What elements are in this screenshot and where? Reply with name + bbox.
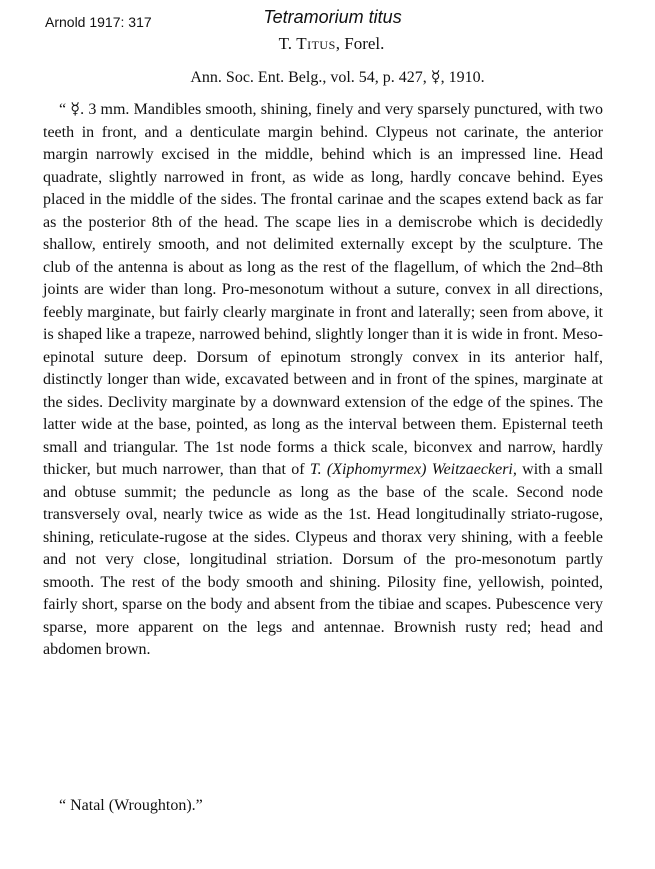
heading-prefix: T. (278, 34, 292, 53)
heading-name: Titus (296, 34, 336, 53)
bibliographic-reference: Ann. Soc. Ent. Belg., vol. 54, p. 427, ☿, 1910. (190, 69, 485, 86)
description-part-1: “ ☿. 3 mm. Mandibles smooth, shining, finely and very sparsely punctured, with two teeth in front, and a denticulate margin behind. Clypeus not carinate, the anterior margin narrowly excised in the middle, behind which is an impressed line. Head quadrate, slightly narrowed in front, as wide as long, hardly concave behind. Eyes placed in the middle of the sides. The frontal carinae and the scapes extend back as far as the posterior 8th of the head. The scape lies in a demiscrobe which is decidedly shallow, entirely smooth, and not delimited externally except by the sculpture. The club of the antenna is about as long as the rest of the flagellum, of which the 2nd–8th joints are wider than long. Pro-mesonotum without a suture, convex in all directions, feebly marginate, but fairly clearly marginate in front and laterally; seen from above, it is shaped like a trapeze, narrowed behind, slightly longer than it is wide in front. Meso-epinotal suture deep. Dorsum of epinotum strongly convex in its anterior half, distinctly longer than wide, excavated between and in front of the spines, marginate at the sides. Declivity marginate by a downward extension of the edge of the spines. The latter wide at the base, pointed, as long as the interval between them. Episternal teeth small and triangular. The 1st node forms a thick scale, biconvex and narrow, hardly thicker, but much narrower, than that of (43, 101, 603, 478)
species-description (43, 99, 603, 662)
description-part-2: with a small and obtuse summit; the peduncle as long as the base of the scale. Second node transversely oval, nearly twice as wide as the 1st. Head longitudinally striato-rugose, shining, reticulate-rugose at the sides. Clypeus and thorax very shining, with a feeble and not very close, longitudinal striation. Dorsum of the pro-mesonotum partly smooth. The rest of the body smooth and shining. Pilosity fine, yellowish, pointed, fairly short, sparse on the body and absent from the tibiae and scapes. Pubescence very sparse, more apparent on the legs and antennae. Brownish rusty red; head and abdomen brown. (43, 461, 603, 658)
locality-note: “ Natal (Wroughton).” (59, 797, 203, 814)
heading-author: , Forel. (335, 34, 385, 53)
citation-label: Arnold 1917: 317 (45, 14, 152, 30)
description-italic-genus: T. (Xiphomyrmex) Weitzaeckeri, (309, 461, 517, 478)
taxon-title: Tetramorium titus (263, 7, 402, 27)
species-heading (0, 34, 655, 54)
